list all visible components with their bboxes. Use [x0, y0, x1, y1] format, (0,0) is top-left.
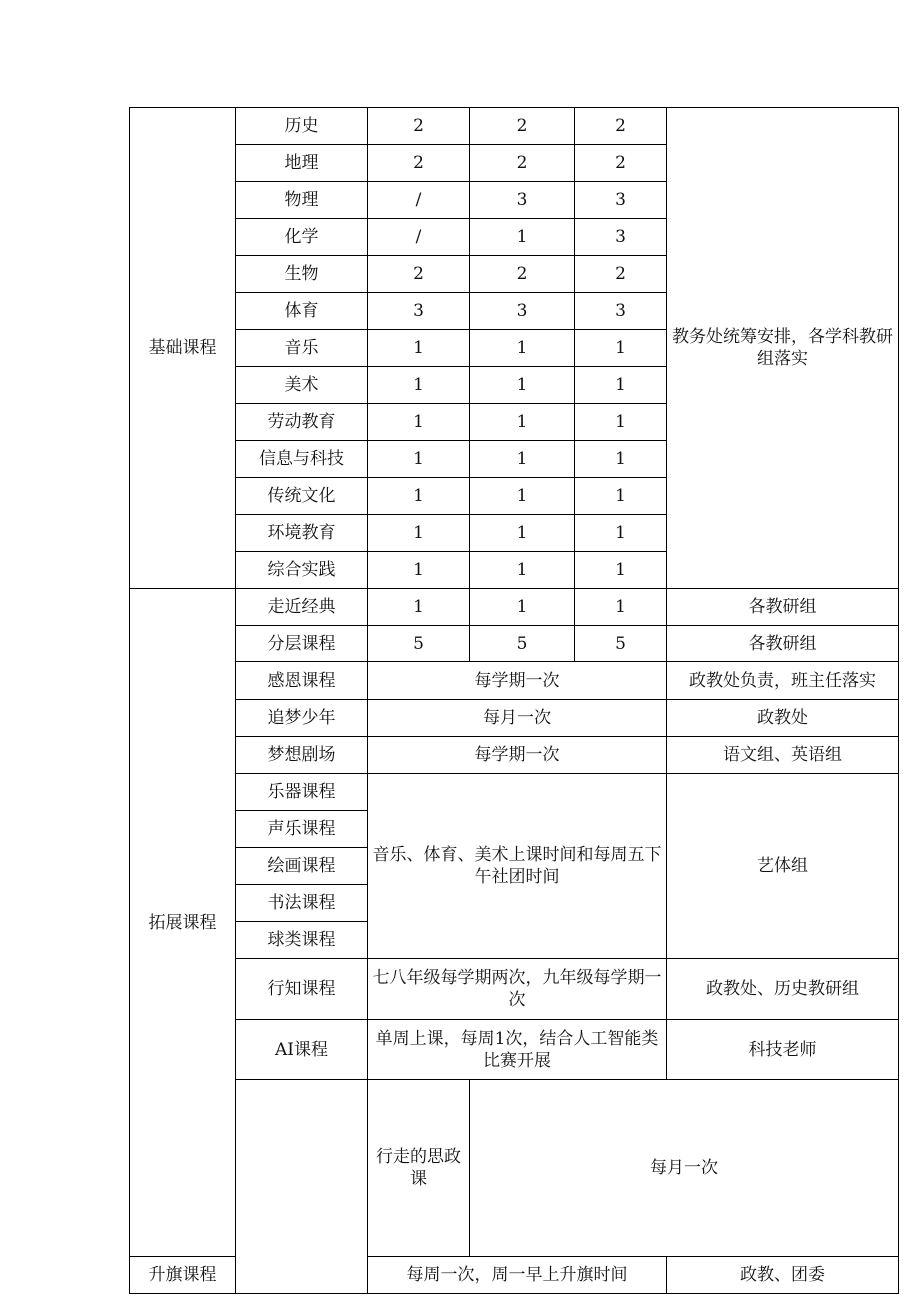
- grade8-hours: 1: [470, 478, 575, 515]
- grade9-hours: 3: [575, 219, 667, 256]
- course-name: 球类课程: [236, 922, 368, 959]
- grade8-hours: 1: [470, 404, 575, 441]
- course-name: 书法课程: [236, 885, 368, 922]
- grade7-hours: /: [368, 219, 470, 256]
- course-name: 体育: [236, 293, 368, 330]
- course-name: 走近经典: [236, 589, 368, 626]
- course-name: 乐器课程: [236, 774, 368, 811]
- grade7-hours: 2: [368, 256, 470, 293]
- grade9-hours: 5: [575, 626, 667, 662]
- table-row: [130, 626, 899, 662]
- category-extended: 拓展课程: [130, 589, 236, 1257]
- owner: 政教、团委: [667, 1257, 899, 1294]
- grade7-hours: 1: [368, 589, 470, 626]
- course-name: 声乐课程: [236, 811, 368, 848]
- grade8-hours: 3: [470, 182, 575, 219]
- schedule: [368, 1020, 667, 1080]
- grade8-hours: 5: [470, 626, 575, 662]
- grade9-hours: 1: [575, 552, 667, 589]
- schedule: [368, 774, 667, 959]
- grade7-hours: 1: [368, 404, 470, 441]
- course-name: 行知课程: [236, 959, 368, 1020]
- course-name: 环境教育: [236, 515, 368, 552]
- schedule: 每学期一次: [368, 737, 667, 774]
- course-name: 综合实践: [236, 552, 368, 589]
- grade7-hours: 5: [368, 626, 470, 662]
- grade9-hours: 2: [575, 108, 667, 145]
- grade7-hours: 1: [368, 441, 470, 478]
- course-name: 生物: [236, 256, 368, 293]
- grade7-hours: 2: [368, 145, 470, 182]
- course-name: 升旗课程: [130, 1257, 236, 1294]
- table-row: [130, 737, 899, 774]
- grade7-hours: 1: [368, 367, 470, 404]
- grade7-hours: /: [368, 182, 470, 219]
- table-row: [130, 959, 899, 1020]
- table-row: [130, 700, 899, 737]
- basic-owner-text: 教务处统筹安排，各学科教研组落实: [672, 327, 893, 369]
- grade8-hours: 1: [470, 367, 575, 404]
- category-other: [236, 1080, 368, 1294]
- course-name: 美术: [236, 367, 368, 404]
- course-name: 分层课程: [236, 626, 368, 662]
- grade9-hours: 1: [575, 330, 667, 367]
- course-name: 地理: [236, 145, 368, 182]
- grade8-hours: 2: [470, 256, 575, 293]
- table-body: [130, 108, 899, 1294]
- table-row: [130, 1080, 899, 1257]
- schedule: [368, 959, 667, 1020]
- grade8-hours: 1: [470, 589, 575, 626]
- schedule: 每月一次: [470, 1080, 899, 1257]
- table-row: [130, 108, 899, 145]
- grade8-hours: 3: [470, 293, 575, 330]
- grade8-hours: 1: [470, 515, 575, 552]
- owner: 各教研组: [667, 589, 899, 626]
- grade9-hours: 1: [575, 441, 667, 478]
- grade9-hours: 1: [575, 367, 667, 404]
- owner: 政教处: [667, 700, 899, 737]
- grade8-hours: 1: [470, 552, 575, 589]
- table-row: [130, 774, 899, 811]
- course-name: 信息与科技: [236, 441, 368, 478]
- schedule: 每学期一次: [368, 662, 667, 700]
- owner: 科技老师: [667, 1020, 899, 1080]
- table-row: [130, 1020, 899, 1080]
- grade9-hours: 2: [575, 256, 667, 293]
- grade9-hours: 1: [575, 478, 667, 515]
- owner: 各教研组: [667, 626, 899, 662]
- course-name: 音乐: [236, 330, 368, 367]
- grade8-hours: 1: [470, 441, 575, 478]
- grade9-hours: 1: [575, 589, 667, 626]
- grade7-hours: 2: [368, 108, 470, 145]
- grade9-hours: 1: [575, 404, 667, 441]
- grade9-hours: 3: [575, 182, 667, 219]
- table-row: [130, 589, 899, 626]
- grade7-hours: 1: [368, 330, 470, 367]
- course-name: 追梦少年: [236, 700, 368, 737]
- course-name: 感恩课程: [236, 662, 368, 700]
- schedule-text: 单周上课，每周1次，结合人工智能类比赛开展: [375, 1028, 659, 1071]
- grade9-hours: 1: [575, 515, 667, 552]
- course-name: 行走的思政课: [368, 1080, 470, 1257]
- grade7-hours: 1: [368, 552, 470, 589]
- grade8-hours: 1: [470, 330, 575, 367]
- grade8-hours: 1: [470, 219, 575, 256]
- grade8-hours: 2: [470, 108, 575, 145]
- table-row: [130, 662, 899, 700]
- course-name: 物理: [236, 182, 368, 219]
- grade7-hours: 3: [368, 293, 470, 330]
- course-name: 化学: [236, 219, 368, 256]
- grade9-hours: 3: [575, 293, 667, 330]
- course-name: AI课程: [236, 1020, 368, 1080]
- owner: 艺体组: [667, 774, 899, 959]
- grade9-hours: 2: [575, 145, 667, 182]
- schedule-text: 七八年级每学期两次，九年级每学期一次: [372, 968, 662, 1010]
- category-basic: 基础课程: [130, 108, 236, 589]
- owner: 语文组、英语组: [667, 737, 899, 774]
- grade8-hours: 2: [470, 145, 575, 182]
- schedule: 每月一次: [368, 700, 667, 737]
- owner: 政教处负责，班主任落实: [667, 662, 899, 700]
- schedule-text: 音乐、体育、美术上课时间和每周五下午社团时间: [372, 845, 662, 887]
- course-name: 绘画课程: [236, 848, 368, 885]
- course-name: 梦想剧场: [236, 737, 368, 774]
- grade7-hours: 1: [368, 478, 470, 515]
- schedule: 每周一次，周一早上升旗时间: [368, 1257, 667, 1294]
- course-name: 历史: [236, 108, 368, 145]
- owner: 政教处、历史教研组: [667, 959, 899, 1020]
- basic-owner-note: [667, 108, 899, 589]
- curriculum-table: [129, 107, 899, 1294]
- grade7-hours: 1: [368, 515, 470, 552]
- course-name: 劳动教育: [236, 404, 368, 441]
- course-name: 传统文化: [236, 478, 368, 515]
